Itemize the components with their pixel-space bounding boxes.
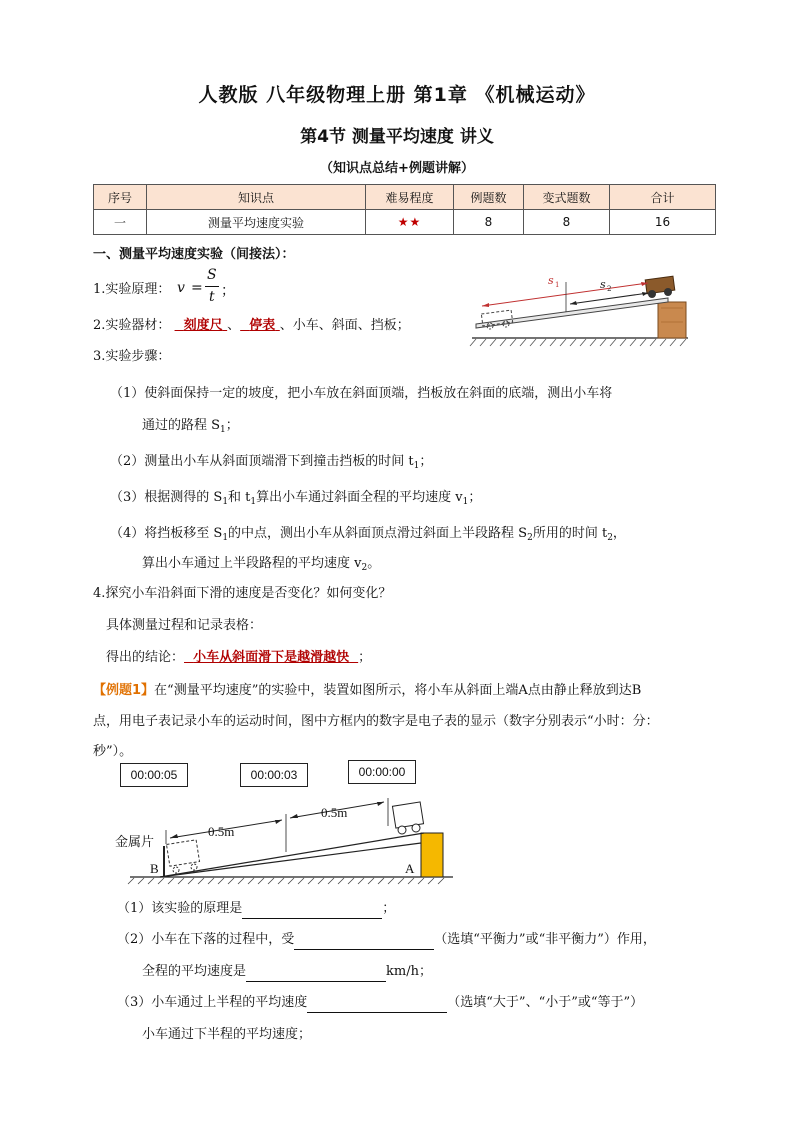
subscript: 1 (250, 497, 257, 507)
question2-text: （2）小车在下落的过程中，受 (117, 932, 295, 947)
punct: ； (419, 454, 433, 469)
step1-line-b (142, 416, 239, 440)
cart (392, 802, 423, 828)
answer-blank[interactable] (307, 998, 447, 1013)
metal-plate-label: 金属片 (115, 835, 155, 850)
section-title: 第4节 测量平均速度 讲义 (300, 127, 494, 147)
page-title: 人教版 八年级物理上册 第1章 《机械运动》 (198, 84, 596, 106)
step2-line (110, 452, 432, 476)
step4-text-a: （4）将挡板移至 S (110, 526, 223, 541)
record-line: 具体测量过程和记录表格： (106, 618, 263, 633)
step3-text-a: （3）根据测得的 S (110, 490, 223, 505)
question2-line-b (142, 962, 432, 982)
table-header-row (94, 185, 716, 210)
summary-table (93, 184, 716, 235)
question3-text: （3）小车通过上半程的平均速度 (117, 995, 308, 1010)
table-header-cell: 变式题数 (524, 185, 610, 210)
timer-a: 00:00:00 (348, 760, 416, 784)
punct: ， (612, 526, 626, 541)
timer-b: 00:00:05 (120, 763, 188, 787)
subscript: 1 (413, 461, 420, 471)
example1-line1 (93, 681, 641, 701)
equipment-sep: 、 (227, 318, 241, 333)
point-a-label: A (405, 861, 415, 876)
example1-text: 在“测量平均速度”的实验中，装置如图所示，将小车从斜面上端A点由静止释放到达B (154, 683, 642, 698)
subscript: 1 (222, 497, 229, 507)
formula-v: v (177, 280, 185, 296)
question2b-text: 全程的平均速度是 (142, 964, 247, 979)
formula-denominator: t (209, 289, 215, 305)
example1-line3: 秒”）。 (93, 744, 133, 759)
table-header-cell: 例题数 (454, 185, 524, 210)
table-header-cell: 难易程度 (366, 185, 454, 210)
step4-text-c: 所用的时间 t (532, 526, 608, 541)
s1-label: s (548, 274, 554, 287)
s2-label: s (600, 278, 606, 291)
punct: ； (468, 490, 482, 505)
incline-figure (462, 262, 694, 352)
dist2-label: 0.5m (321, 805, 348, 820)
table-header-cell: 合计 (610, 185, 716, 210)
table-header-cell: 知识点 (147, 185, 366, 210)
example-incline-figure (108, 786, 458, 886)
equipment-label: 2.实验器材： (93, 318, 171, 333)
step3-text-b: 和 t (228, 490, 251, 505)
table-cell: 8 (524, 210, 610, 235)
step4-text-d: 算出小车通过上半段路程的平均速度 v (142, 556, 362, 571)
step4-line-b (142, 554, 380, 578)
question3-options: （选填“大于”、“小于”或“等于”） (447, 995, 644, 1010)
difficulty-stars: ★★ (366, 210, 454, 235)
question3-line-a (117, 993, 643, 1013)
timer-mid: 00:00:03 (240, 763, 308, 787)
incline-top (160, 833, 424, 877)
subscript: 1 (220, 425, 226, 435)
ground-hatch (470, 339, 686, 346)
example1-tag: 【例题1】 (93, 683, 155, 698)
unit-text: km/h； (386, 964, 432, 979)
subscript: 1 (222, 533, 229, 543)
answer-stopwatch-text: 停表 (249, 318, 276, 333)
subscript: 1 (462, 497, 469, 507)
support-block (421, 833, 443, 877)
section-note: （知识点总结+例题讲解） (320, 161, 474, 176)
step3-line (110, 488, 481, 512)
answer-ruler (175, 318, 228, 333)
conclusion-line (106, 648, 371, 668)
table-cell: 测量平均速度实验 (147, 210, 366, 235)
answer-stopwatch (240, 318, 280, 333)
principle-label: 1.实验原理： (93, 282, 171, 297)
s2-sub: 2 (607, 285, 612, 293)
equipment-rest: 、小车、斜面、挡板； (279, 318, 410, 333)
answer-ruler-text: 刻度尺 (183, 318, 223, 333)
subscript: 2 (361, 563, 368, 573)
punct: ； (225, 418, 239, 433)
punct: ； (358, 650, 372, 665)
step4-line-a (110, 524, 626, 548)
principle-line (93, 280, 170, 300)
step4-text-b: 的中点，测出小车从斜面顶点滑过斜面上半段路程 S (228, 526, 528, 541)
subscript: 2 (607, 533, 613, 543)
steps-label: 3.实验步骤： (93, 349, 171, 364)
answer-blank[interactable] (242, 904, 382, 919)
step1-line-a: （1）使斜面保持一定的坡度，把小车放在斜面顶端，挡板放在斜面的底端，测出小车将 (110, 386, 613, 401)
step1-text: 通过的路程 S (142, 418, 221, 433)
formula-eq: = (191, 280, 203, 296)
support-block (658, 302, 686, 338)
step2-text: （2）测量出小车从斜面顶端滑下到撞击挡板的时间 t (110, 454, 414, 469)
answer-blank[interactable] (294, 935, 434, 950)
point-b-label: B (150, 861, 159, 876)
question2-line-a (117, 930, 656, 950)
s1-arrow (482, 283, 648, 306)
subscript: 2 (527, 533, 533, 543)
punct: 。 (367, 556, 381, 571)
conclusion-label: 得出的结论： (106, 650, 185, 665)
answer-conclusion-text: 小车从斜面滑下是越滑越快 (193, 650, 350, 665)
answer-conclusion (184, 650, 358, 665)
formula-numerator: S (207, 267, 217, 283)
table-cell: 一 (94, 210, 147, 235)
section1-heading: 一、测量平均速度实验（间接法）： (93, 247, 295, 262)
question2-options: （选填“平衡力”或“非平衡力”）作用， (434, 932, 656, 947)
ground-hatch (128, 878, 444, 884)
equipment-line (93, 316, 410, 336)
question3-line-b: 小车通过下半程的平均速度； (142, 1027, 312, 1042)
s1-sub: 1 (555, 281, 560, 289)
question1-line (117, 899, 395, 919)
question4-line: 4.探究小车沿斜面下滑的速度是否变化？如何变化？ (93, 586, 392, 601)
formula-end: ； (221, 283, 235, 299)
cart-end-outline (166, 840, 199, 866)
punct: ； (382, 901, 396, 916)
answer-blank[interactable] (246, 967, 386, 982)
example1-line2: 点，用电子表记录小车的运动时间，图中方框内的数字是电子表的显示（数字分别表示“小时：分： (93, 714, 659, 729)
table-cell: 16 (610, 210, 716, 235)
table-row (94, 210, 716, 235)
fraction-bar (205, 286, 219, 287)
table-cell: 8 (454, 210, 524, 235)
table-header-cell: 序号 (94, 185, 147, 210)
step3-text-c: 算出小车通过斜面全程的平均速度 v (256, 490, 463, 505)
dist1-label: 0.5m (208, 824, 235, 839)
question1-text: （1）该实验的原理是 (117, 901, 243, 916)
